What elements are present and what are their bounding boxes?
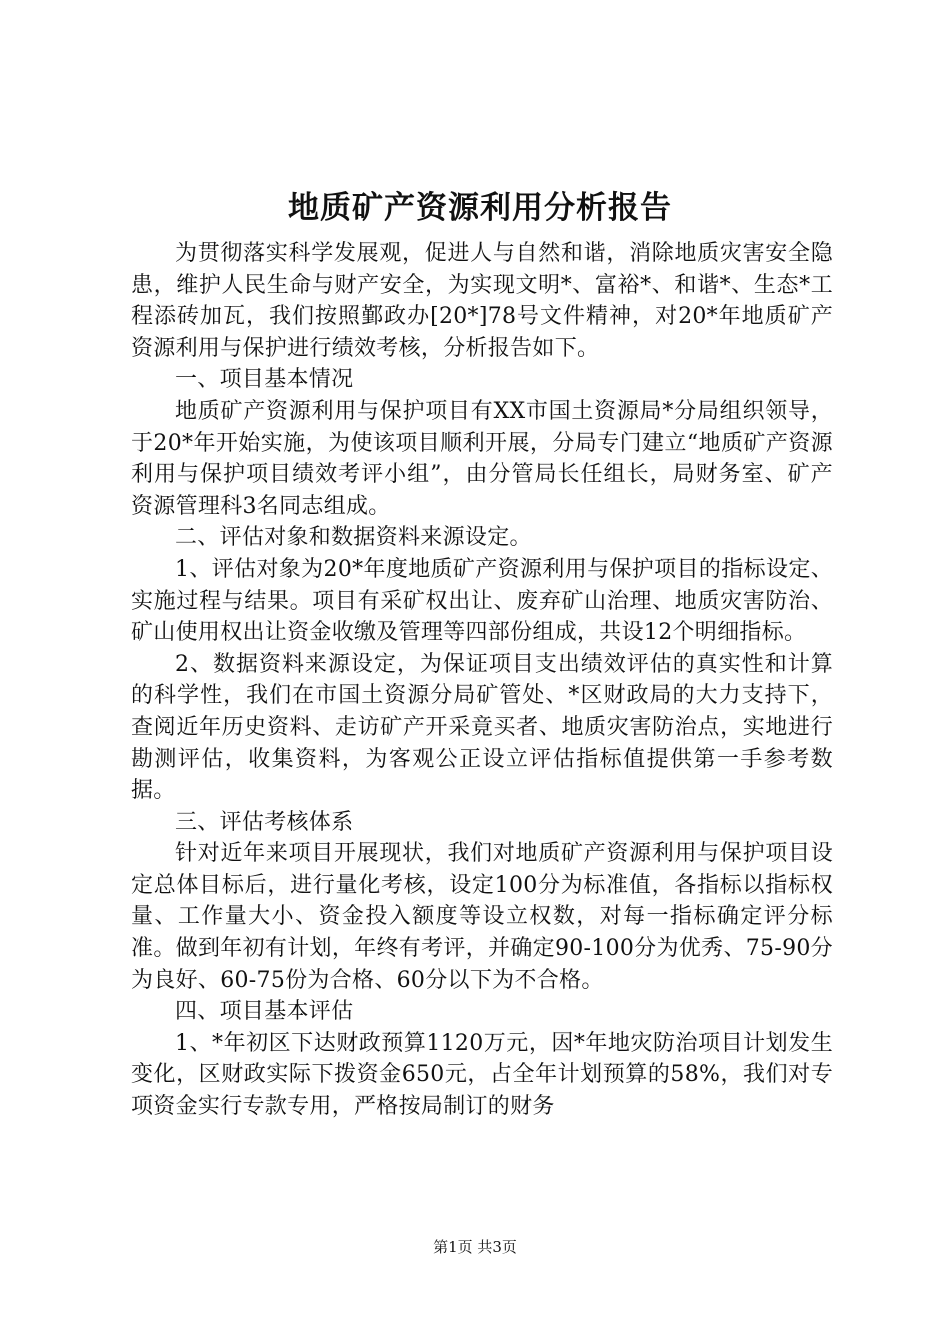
page-footer (0, 1236, 950, 1258)
section-2-item-2: 2、数据资料来源设定，为保证项目支出绩效评估的真实性和计算的科学性，我们在市国土资源分局矿管处、*区财政局的大力支持下，查阅近年历史资料、走访矿产开采竟买者、地质灾害防治点，实地进行勘测评估，收集资料，为客观公正设立评估指标值提供第一手参考数据。 (131, 651, 833, 804)
section-heading-3: 三、评估考核体系 (175, 809, 354, 835)
section-heading-1: 一、项目基本情况 (175, 367, 354, 393)
document-title: 地质矿产资源利用分析报告 (288, 190, 672, 226)
section-4-item-1: 1、*年初区下达财政预算1120万元，因*年地灾防治项目计划发生变化，区财政实际下拨资金650元，占全年计划预算的58%，我们对专项资金实行专款专用，严格按局制订的财务 (131, 1030, 833, 1120)
section-1-paragraph: 地质矿产资源利用与保护项目有XX市国土资源局*分局组织领导，于20*年开始实施，为使该项目顺利开展，分局专门建立“地质矿产资源利用与保护项目绩效考评小组”，由分管局长任组长，局财务室、矿产资源管理科3名同志组成。 (131, 398, 833, 519)
section-heading-2: 二、评估对象和数据资料来源设定。 (175, 525, 532, 551)
page-indicator: 第1页 共3页 (433, 1238, 517, 1256)
section-heading-4: 四、项目基本评估 (175, 999, 354, 1025)
section-3-paragraph: 针对近年来项目开展现状，我们对地质矿产资源利用与保护项目设定总体目标后，进行量化考核，设定100分为标准值，各指标以指标权量、工作量大小、资金投入额度等设立权数，对每一指标确定评分标准。做到年初有计划，年终有考评，并确定90-100分为优秀、75-90分为良好、60-75份为合格、60分以下为不合格。 (131, 841, 833, 993)
section-2-item-1: 1、评估对象为20*年度地质矿产资源利用与保护项目的指标设定、实施过程与结果。项目有采矿权出让、废弃矿山治理、地质灾害防治、矿山使用权出让资金收缴及管理等四部份组成，共设12个明细指标。 (131, 556, 833, 646)
intro-paragraph: 为贯彻落实科学发展观，促进人与自然和谐，消除地质灾害安全隐患，维护人民生命与财产安全，为实现文明*、富裕*、和谐*、生态*工程添砖加瓦，我们按照鄞政办[20*]78号文件精神，对20*年地质矿产资源利用与保护进行绩效考核，分析报告如下。 (131, 241, 833, 361)
document-body (131, 238, 833, 1123)
